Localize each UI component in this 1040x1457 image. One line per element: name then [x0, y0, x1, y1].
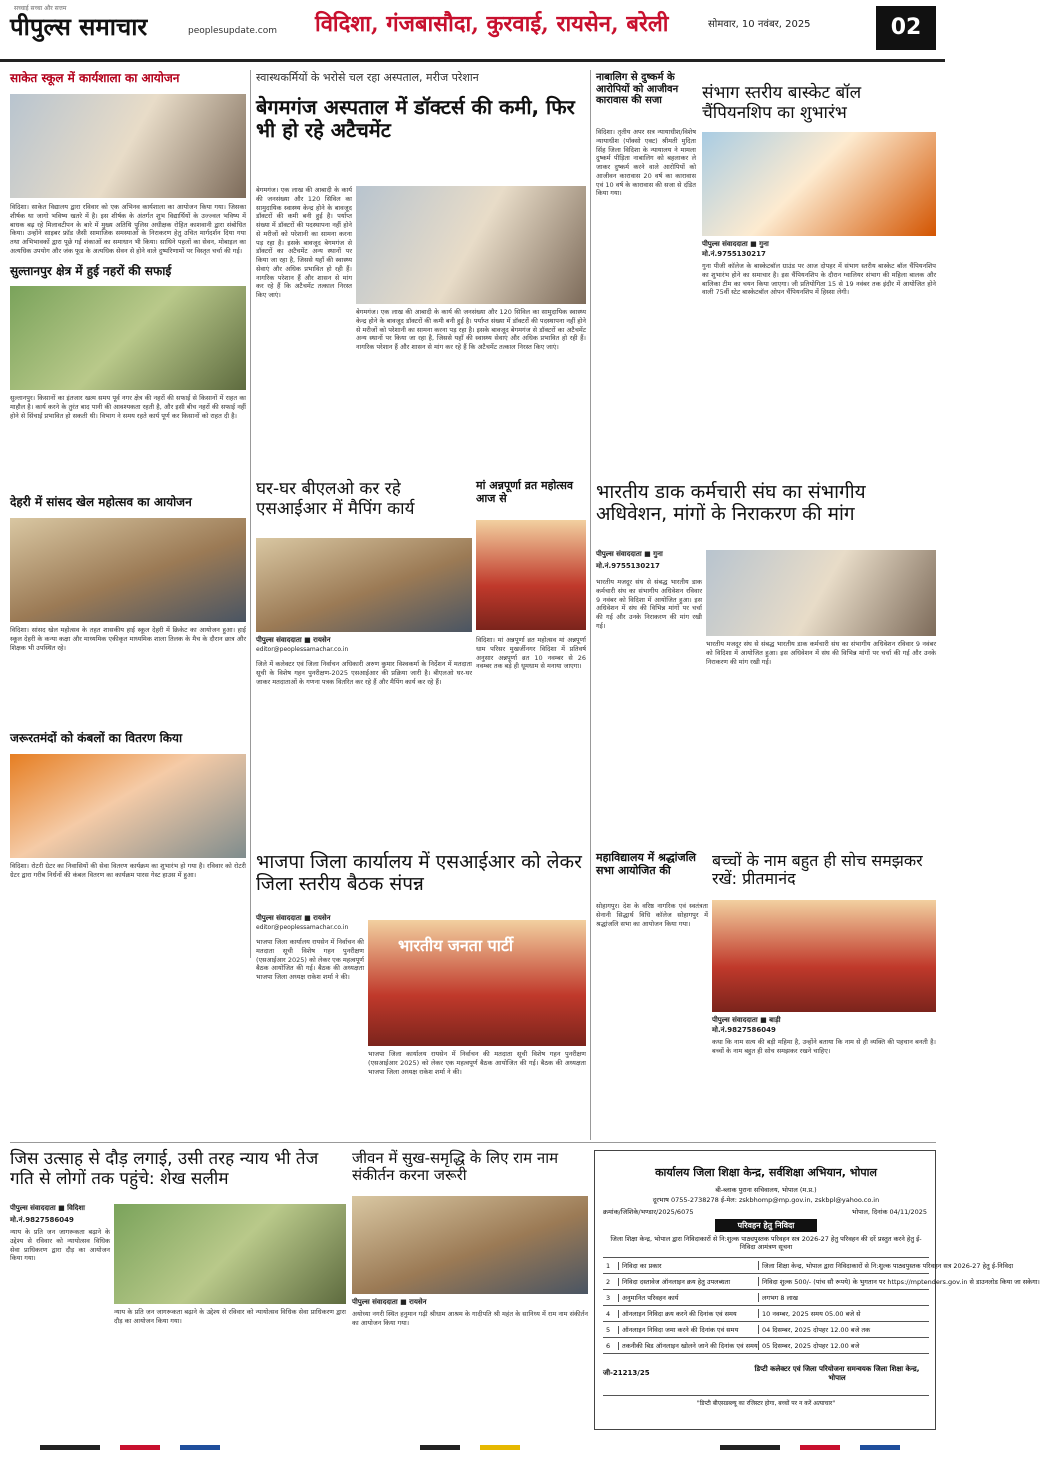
body-shekh-cont: न्याय के प्रति जन जागरूकता बढ़ाने के उद्देश्य से रविवार को न्यायोत्सव विधिक सेवा प्राधिकरण द्वारा दौड़ का आयोजन किया गया।: [114, 1308, 346, 1325]
phone-dak: मो.नं.9755130217: [596, 562, 660, 570]
body-kambal: विदिशा। रोटरी ग्रेटर का निवासियों की सेवा वितरण कार्यक्रम का शुभारंभ हो गया है। रविवार को रोटरी ग्रेटर द्वारा गरीब निर्धनों की कंबल वितरण का कार्यक्रम पारस गेस्ट हाउस में हुआ।: [10, 862, 246, 879]
headline-mahavidyalaya: महाविद्यालय में श्रद्धांजलि सभा आयोजित की: [596, 851, 696, 877]
body-shekh: न्याय के प्रति जन जागरूकता बढ़ाने के उद्देश्य से रविवार को न्यायोत्सव विधिक सेवा प्राधिकरण द्वारा दौड़ का आयोजन किया गया।: [10, 1228, 110, 1263]
photo-saket-workshop: [10, 94, 246, 198]
tender-cell-item: अनुमानित परिवहन कार्य: [619, 1293, 759, 1302]
page-number: 02: [876, 6, 936, 50]
byline-naam: पीपुल्स संवाददाता ■ बाड़ी: [712, 1016, 781, 1024]
tender-cell-detail: 05 दिसम्बर, 2025 दोपहर 12.00 बजे: [762, 1342, 860, 1350]
body-naabalig: विदिशा। तृतीय अपर सत्र न्यायाधीश/विशेष न्यायाधीश (पॉक्सो एक्ट) श्रीमती मुदिता सिंह जिला विदिशा के न्यायालय ने मामला दुष्कर्म पीड़िता नाबालिग को बहलाकर ले जाकर दुष्कर्म करने वाले आरोपियों को आजीवन कारावास 20 वर्ष का कारावास एवं 10 वर्ष के कारावास की सजा से दंडित किया गया।: [596, 128, 696, 198]
photo-blo-mapping: [256, 538, 472, 632]
phone-naam: मो.नं.9827586049: [712, 1026, 776, 1034]
tender-cell-detail: 10 नवम्बर, 2025 समय 05.00 बजे से: [762, 1310, 861, 1318]
photo-blanket-distribution: [10, 754, 246, 858]
headline-dak: भारतीय डाक कर्मचारी संघ का संभागीय अधिवेशन, मांगों के निराकरण की मांग: [596, 481, 866, 525]
page-footer: [0, 1437, 945, 1457]
body-begumganj: बेगमगंज। एक लाख की आबादी के कार्य की जनसंख्या और 120 सिविल का सामुदायिक स्वास्थ्य केन्द्र होने के बावजूद डॉक्टरों की कमी बनी हुई है। पर्याप्त संख्या में डॉक्टरों की पदस्थापना नहीं होने से मरीजों को परेशानी का सामना करना पड़ रहा है। इसके बावजूद बेगमगंज से डॉक्टरों का अटैचमेंट अन्य स्थानों पर किया जा रहा है, जिससे यहाँ की स्वास्थ्य सेवाएं और अधिक प्रभावित हो रही हैं। नागरिक परेशान हैं और शासन से मांग कर रहे हैं कि अटैचमेंट तत्काल निरस्त किए जाएं।: [256, 186, 352, 300]
byline-basketball: पीपुल्स संवाददाता ■ गुना: [702, 240, 769, 248]
tender-code: जी-21213/25: [603, 1369, 650, 1377]
photo-ram-sankirtan: [352, 1196, 588, 1294]
column-divider: [590, 70, 591, 1140]
tender-row: [603, 1258, 1014, 1274]
tender-row: [603, 1274, 1040, 1290]
headline-kambal: जरूरतमंदों को कंबलों का वितरण किया: [10, 731, 183, 745]
masthead: [0, 0, 945, 62]
photo-sports-festival: [10, 518, 246, 622]
headline-naam: बच्चों के नाम बहुत ही सोच समझकर रखें: प्रीतमानंद: [712, 851, 923, 889]
tender-cell-item: ऑनलाइन निविदा क्रय करने की दिनांक एवं समय: [619, 1309, 759, 1318]
photo-hospital-building: [356, 186, 586, 304]
section-divider: [10, 1142, 936, 1143]
kicker-begumganj: स्वास्थकर्मियों के भरोसे चल रहा अस्पताल, मरीज परेशान: [256, 71, 479, 84]
tender-cell-no: 4: [603, 1310, 619, 1318]
newspaper-logo[interactable]: पीपुल्स समाचार: [10, 12, 148, 41]
body-bjp-cont: भाजपा जिला कार्यालय रायसेन में निर्वाचन की मतदाता सूची विशेष गहन पुनरीक्षण (एसआईआर 2025) को लेकर एक महत्वपूर्ण बैठक आयोजित की गई। बैठक की अध्यक्षता भाजपा जिला अध्यक्ष राकेश शर्मा ने की।: [368, 1050, 586, 1076]
photo-law-run: [114, 1204, 346, 1304]
headline-dehri: देहरी में सांसद खेल महोत्सव का आयोजन: [10, 495, 192, 509]
photo-basketball-championship: [702, 132, 936, 236]
headline-sultanpur: सुल्तानपुर क्षेत्र में हुई नहरों की सफाई: [10, 264, 172, 278]
tender-cell-no: 3: [603, 1294, 619, 1302]
tender-cell-no: 6: [603, 1342, 619, 1350]
tender-cell-item: निविदा दस्तावेज ऑनलाइन क्रय हेतु उपलब्धता: [619, 1277, 759, 1286]
body-naam: कथा कि नाम सत्य की बड़ी महिमा है, उन्होंने बताया कि नाम से ही व्यक्ति की पहचान बनती है। बच्चों के नाम बहुत ही सोच समझकर रखने चाहिए।: [712, 1038, 936, 1055]
byline-bjp: पीपुल्स संवाददाता ■ रायसेन: [256, 914, 331, 922]
tender-cell-detail: निविदा शुल्क 500/- (पांच सौ रूपये) के भुगतान पर https://mptenders.gov.in से डाउनलोड किया जा सकेगा।: [762, 1278, 1040, 1286]
body-basketball: गुना पीजी कॉलेज के बास्केटबॉल ग्राउंड पर आज दोपहर में संभाग स्तरीय बास्केट बॉल चैंपियनशिप का शुभारंभ होने का समाचार है। इस चैंपियनशिप के दौरान ग्वालियर संभाग की महिला बालक और बालिका टीम का चयन किया जाएगा। जी प्रतियोगिता 15 से 19 नवंबर तक इंदौर में आयोजित होने वाली 75वीं स्टेट बास्केटबॉल ओपन चैंपियनशिप में हिस्सा लेगी।: [702, 262, 936, 297]
photo-katha-event: [712, 900, 936, 1012]
byline-dak: पीपुल्स संवाददाता ■ गुना: [596, 550, 663, 558]
photo-dak-convention: [706, 550, 936, 636]
byline-ghar-ghar: पीपुल्स संवाददाता ■ रायसेन: [256, 636, 331, 644]
edition-cities: विदिशा, गंजबासौदा, कुरवाई, रायसेन, बरेली: [315, 11, 669, 37]
tender-row: [603, 1290, 929, 1306]
tender-intro: जिला शिक्षा केन्द्र, भोपाल द्वारा निविदाकारों से नि:शुल्क पाठ्यपुस्तक परिवहन सत्र 2026-27 हेतु परिवहन की दरें प्रस्तुत करने हेतु ई-निविदा आमंत्रण सूचना: [610, 1235, 922, 1252]
email-ghar-ghar[interactable]: editor@peoplessamachar.co.in: [256, 646, 349, 653]
headline-naabalig: नाबालिग से दुष्कर्म के आरोपियों को आजीवन कारावास की सजा: [596, 72, 679, 106]
tender-ref: क्रमांक/जिशिके/भण्डार/2025/6075: [603, 1208, 694, 1216]
photo-canal-cleaning: [10, 286, 246, 390]
body-ghar-ghar: जिले में कलेक्टर एवं जिला निर्वाचन अधिकारी अरुण कुमार विश्वकर्मा के निर्देशन में मतदाता सूची के विशेष गहन पुनरीक्षण-2025 एसआईआर की प्रक्रिया जारी है। बीएलओ घर-घर जाकर मतदाताओं के गणना पत्रक वितरित कर रहे हैं और मैपिंग कार्य कर रहे हैं।: [256, 660, 472, 686]
tender-cell-detail: 04 दिसम्बर, 2025 दोपहर 12.00 बजे तक: [762, 1326, 871, 1334]
photo-bjp-meeting: [368, 920, 586, 1046]
body-dak-cont: भारतीय मजदूर संघ से संबद्ध भारतीय डाक कर्मचारी संघ का संभागीय अधिवेशन रविवार 9 नवंबर को विदिशा में आयोजित हुआ। इस अधिवेशन में संघ की विभिन्न मांगों पर चर्चा की गई और उनके निराकरण की मांग रखी गई।: [706, 640, 936, 666]
body-dak: भारतीय मजदूर संघ से संबद्ध भारतीय डाक कर्मचारी संघ का संभागीय अधिवेशन रविवार 9 नवंबर को विदिशा में आयोजित हुआ। इस अधिवेशन में संघ की विभिन्न मांगों पर चर्चा की गई और उनके निराकरण की मांग रखी गई।: [596, 578, 702, 630]
tender-cell-no: 2: [603, 1278, 619, 1286]
headline-basketball: संभाग स्तरीय बास्केट बॉल चैंपियनशिप का शुभारंभ: [702, 83, 862, 123]
tagline: सच्चाई सच्चा और सत्तम: [14, 5, 67, 12]
tender-cell-item: ऑनलाइन निविदा जमा करने की दिनांक एवं समय: [619, 1325, 759, 1334]
body-sultanpur: सुल्तानपुर। किसानों का इंतजार खत्म समय पूर्व नगर क्षेत्र की नहरों की सफाई से किसानों में राहत का माहौल है। कार्य करने के तुरंत बाद पानी की आवश्यकता रहती है, और इसी बीच नहरों की सफाई नहीं होने से सिंचाई प्रभावित हो सकती थी। विभाग ने समय रहते कार्य पूर्ण कर किसानों को राहत दी है।: [10, 394, 246, 420]
tender-table: [603, 1257, 1040, 1354]
tender-row: [603, 1322, 929, 1338]
column-divider: [250, 70, 251, 958]
phone-shekh: मो.नं.9827586049: [10, 1216, 74, 1224]
headline-ram: जीवन में सुख-समृद्धि के लिए राम नाम संकीर्तन करना जरूरी: [352, 1149, 559, 1185]
tender-row: [603, 1338, 929, 1354]
tender-cell-no: 1: [603, 1262, 619, 1270]
body-begumganj-cont: बेगमगंज। एक लाख की आबादी के कार्य की जनसंख्या और 120 सिविल का सामुदायिक स्वास्थ्य केन्द्र होने के बावजूद डॉक्टरों की कमी बनी हुई है। पर्याप्त संख्या में डॉक्टरों की पदस्थापना नहीं होने से मरीजों को परेशानी का सामना करना पड़ रहा है। इसके बावजूद बेगमगंज से डॉक्टरों का अटैचमेंट अन्य स्थानों पर किया जा रहा है, जिससे यहाँ की स्वास्थ्य सेवाएं और अधिक प्रभावित हो रही हैं। नागरिक परेशान हैं और शासन से मांग कर रहे हैं कि अटैचमेंट तत्काल निरस्त किए जाएं।: [356, 308, 586, 352]
tender-cell-item: तकनीकी बिड ऑनलाइन खोलने जाने की दिनांक एवं समय: [619, 1341, 759, 1350]
headline-shekh: जिस उत्साह से दौड़ लगाई, उसी तरह न्याय भी तेज गति से लोगों तक पहुंचे: शेख सलीम: [10, 1149, 319, 1189]
headline-bjp: भाजपा जिला कार्यालय में एसआईआर को लेकर जिला स्तरीय बैठक संपन्न: [256, 851, 582, 895]
website[interactable]: peoplesupdate.com: [188, 26, 277, 36]
tender-ref-date: भोपाल, दिनांक 04/11/2025: [851, 1208, 927, 1216]
email-bjp[interactable]: editor@peoplessamachar.co.in: [256, 924, 349, 931]
photo-annapurna-idol: [476, 520, 586, 630]
headline-begumganj: बेगमगंज अस्पताल में डॉक्टर्स की कमी, फिर भी हो रहे अटैचमेंट: [256, 95, 575, 142]
headline-annapurna: मां अन्नपूर्णा व्रत महोत्सव आज से: [476, 479, 573, 505]
phone-basketball: मो.नं.9755130217: [702, 250, 766, 258]
headline-saket: साकेत स्कूल में कार्यशाला का आयोजन: [10, 71, 180, 85]
tender-cell-detail: लगभग 8 लाख: [762, 1294, 798, 1302]
tender-contact[interactable]: दूरभाष 0755-2738278 ई-मेल: zskbhomp@mp.gov.in, zskbpl@yahoo.co.in: [652, 1196, 880, 1204]
byline-shekh: पीपुल्स संवाददाता ■ विदिशा: [10, 1204, 85, 1212]
body-bjp: भाजपा जिला कार्यालय रायसेन में निर्वाचन की मतदाता सूची विशेष गहन पुनरीक्षण (एसआईआर 2025) को लेकर एक महत्वपूर्ण बैठक आयोजित की गई। बैठक की अध्यक्षता भाजपा जिला अध्यक्ष राकेश शर्मा ने की।: [256, 938, 364, 982]
tender-notice: [594, 1150, 1040, 1430]
body-saket: विदिशा। साकेत विद्यालय द्वारा रविवार को एक अभिनव कार्यशाला का आयोजन किया गया। जिसका शीर्षक था जागो भविष्य खतरे में है। इस शीर्षक के अंतर्गत शुभ विद्यार्थियों के उज्ज्वल भविष्य में बाधक बढ़ रहे मिलावटीपन के बारे में मुख्य अतिथि पुलिस अधीक्षक रोहित काशवानी द्वारा संबोधित किया। उन्होंने साइबर फ्रॉड जैसी सामाजिक समस्याओं के निराकरण हेतु उचित मार्गदर्शन दिया गया तथा अभिभावकों द्वारा पूछे गई शंकाओं का समाधान भी किया। साथिने पहलों का सेवन, मोबाइल का अत्यधिक उपयोग और जंक फूड के अत्यधिक सेवन से होने वाले दुष्परिणामों पर विस्तृत चर्चा की गई।: [10, 203, 246, 255]
body-ram: अयोध्या नगरी स्थित हनुमान गढ़ी श्रीधाम आश्रम के गादीपति श्री महंत के सानिध्य में राम नाम संकीर्तन का आयोजन किया गया।: [352, 1310, 588, 1327]
tender-signatory: डिप्टी कलेक्टर एवं जिला परियोजना समन्वयक जिला शिक्षा केन्द्र, भोपाल: [754, 1365, 920, 1383]
byline-ram: पीपुल्स संवाददाता ■ रायसेन: [352, 1298, 427, 1306]
tender-row: [603, 1306, 929, 1322]
body-annapurna: विदिशा। मां अन्नपूर्णा व्रत महोत्सव मां अन्नपूर्णा धाम परिसर मुखर्जीनगर विदिशा में प्रतिवर्ष अनुसार अन्नपूर्णा व्रत 10 नवम्बर से 26 नवम्बर तक बड़े ही धूमधाम से मनाया जाएगा।: [476, 636, 586, 671]
body-dehri: विदिशा। सांसद खेल महोत्सव के तहत शासकीय हाई स्कूल देहरी में क्रिकेट का आयोजन हुआ। हाई स्कूल देहरी के कन्या कक्षा और माध्यमिक एकीकृत माध्यमिक शाला तिलक के मैच के दौरान छात्र और शिक्षक भी उपस्थित रहे।: [10, 626, 246, 652]
tender-office: कार्यालय जिला शिक्षा केन्द्र, सर्वशिक्षा अभियान, भोपाल: [655, 1166, 877, 1179]
body-mahavidyalaya: सोहागपुर। देश के वरिष्ठ नागरिक एवं स्वतंत्रता सेनानी सिद्धार्थ विधि कॉलेज सोहागपुर में श्रद्धांजलि सभा का आयोजन किया गया।: [596, 902, 708, 928]
tender-cell-no: 5: [603, 1326, 619, 1334]
issue-date: सोमवार, 10 नवंबर, 2025: [708, 19, 811, 30]
tender-cell-detail: जिला शिक्षा केन्द्र, भोपाल द्वारा निविदाकारों से नि:शुल्क पाठ्यपुस्तक परिवहन सत्र 2026-27 हेतु ई-निविदा: [762, 1262, 1014, 1270]
tender-cell-item: निविदा का प्रकार: [619, 1261, 759, 1270]
tender-address: बी-ब्लाक पुराना सचिवालय, भोपाल (म.प्र.): [715, 1186, 817, 1194]
tender-title: परिवहन हेतु निविदा: [715, 1219, 817, 1232]
tender-footer-note: "डिप्टी बीएसडब्ल्यू का रजिस्टर होगा, बच्चों पर न करें अत्याचार": [603, 1395, 929, 1407]
bjp-banner-text: भारतीय जनता पार्टी: [398, 936, 514, 955]
headline-ghar-ghar: घर-घर बीएलओ कर रहे एसआईआर में मैपिंग कार्य: [256, 479, 415, 519]
